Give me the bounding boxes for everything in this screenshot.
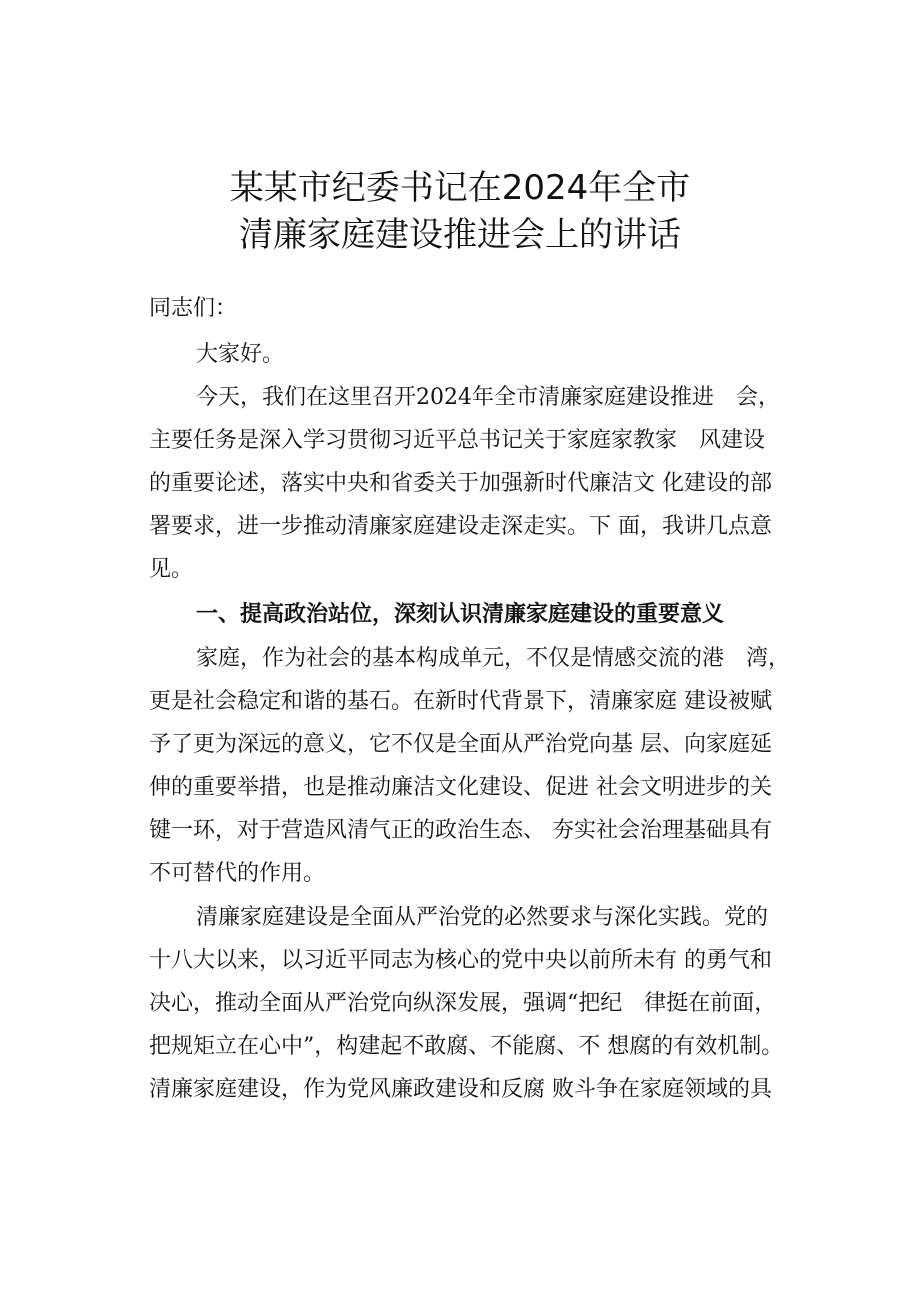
intro-line: 的重要论述，落实中央和省委关于加强新时代廉洁文 化建设的部 xyxy=(149,471,772,496)
intro-line: 主要任务是深入学习贯彻习近平总书记关于家庭家教家 风建设 xyxy=(149,428,766,453)
paragraph-line: 清廉家庭建设，作为党风廉政建设和反腐 败斗争在家庭领域的具 xyxy=(149,1077,772,1102)
document-title-line-1: 某某市纪委书记在2024年全市 xyxy=(229,168,691,208)
salutation: 同志们： xyxy=(149,296,238,321)
paragraph-line: 予了更为深远的意义，它不仅是全面从严治党向基 层、向家庭延 xyxy=(149,732,772,757)
paragraph-line: 把规矩立在心中”，构建起不敢腐、不能腐、不 想腐的有效机制。 xyxy=(149,1034,784,1059)
paragraph-line: 决心，推动全面从严治党向纵深发展，强调“把纪 律挺在前面， xyxy=(149,991,777,1016)
paragraph-line: 不可替代的作用。 xyxy=(149,861,326,886)
paragraph-line: 家庭，作为社会的基本构成单元，不仅是情感交流的港 湾， xyxy=(196,646,791,671)
intro-line: 见。 xyxy=(149,557,194,582)
greeting: 大家好。 xyxy=(196,342,285,367)
section-heading: 一、提高政治站位，深刻认识清廉家庭建设的重要意义 xyxy=(196,602,725,627)
paragraph-line: 伸的重要举措，也是推动廉洁文化建设、促进 社会文明进步的关 xyxy=(149,775,772,800)
paragraph-line: 清廉家庭建设是全面从严治党的必然要求与深化实践。党的 xyxy=(196,905,769,930)
paragraph-line: 键一环，对于营造风清气正的政治生态、 夯实社会治理基础具有 xyxy=(149,818,772,843)
paragraph-line: 更是社会稳定和谐的基石。在新时代背景下，清廉家庭 建设被赋 xyxy=(149,689,772,714)
intro-line: 今天，我们在这里召开2024年全市清廉家庭建设推进 会， xyxy=(196,385,780,410)
document-title-line-2: 清廉家庭建设推进会上的讲话 xyxy=(239,215,681,255)
paragraph-line: 十八大以来，以习近平同志为核心的党中央以前所未有 的勇气和 xyxy=(149,948,772,973)
intro-line: 署要求，进一步推动清廉家庭建设走深走实。下 面，我讲几点意 xyxy=(149,514,772,539)
